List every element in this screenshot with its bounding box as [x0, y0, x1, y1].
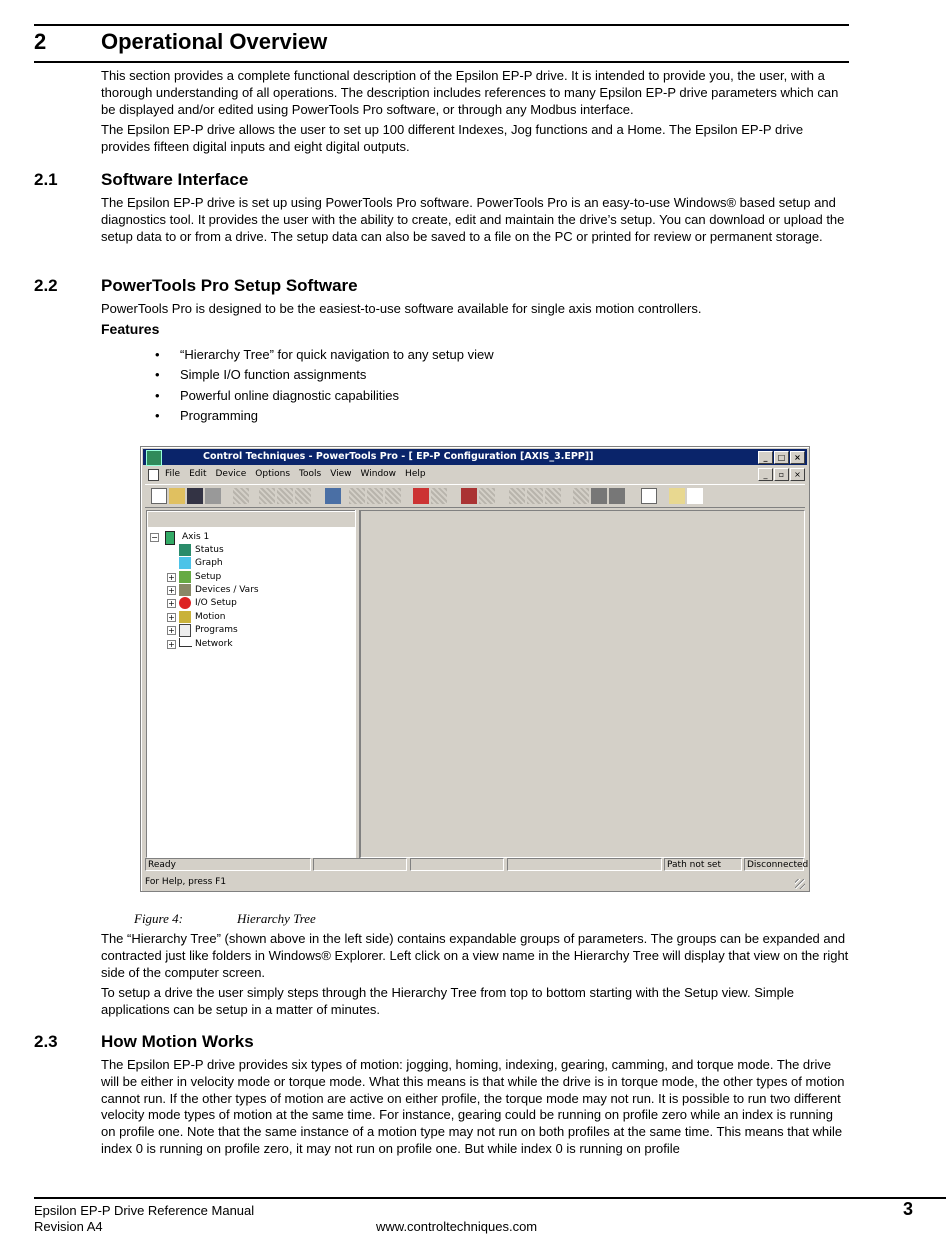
- tree-label: Network: [195, 639, 233, 649]
- help-icon[interactable]: [669, 488, 685, 504]
- status-icon: [179, 544, 191, 556]
- drive-icon: [165, 531, 175, 545]
- resize-grip-icon[interactable]: [795, 879, 805, 889]
- tree-label: Motion: [195, 612, 226, 622]
- menu-view[interactable]: View: [330, 469, 352, 479]
- expand-icon[interactable]: +: [168, 640, 175, 649]
- program-icon[interactable]: [431, 488, 447, 504]
- connect-icon[interactable]: [325, 488, 341, 504]
- menu-edit[interactable]: Edit: [189, 469, 207, 479]
- tree-header: [148, 512, 355, 527]
- top-rule: [34, 24, 849, 26]
- list-item: [155, 365, 494, 385]
- collapse-icon[interactable]: −: [151, 533, 158, 542]
- motion-icon: [179, 611, 191, 623]
- tree-label: Devices / Vars: [195, 585, 259, 595]
- menu-tools[interactable]: Tools: [299, 469, 322, 479]
- footer-rule: [34, 1197, 946, 1199]
- step-icon[interactable]: [573, 488, 589, 504]
- menu-file[interactable]: File: [165, 469, 181, 479]
- delete-icon[interactable]: [385, 488, 401, 504]
- feature-text: “Hierarchy Tree” for quick navigation to any setup view: [180, 347, 494, 362]
- setup-software-paragraph: PowerTools Pro is designed to be the easiest-to-use software available for single axis motion controllers.: [101, 301, 702, 316]
- view-area: [360, 510, 805, 858]
- hierarchy-tree: [146, 510, 357, 858]
- network-icon: [179, 638, 192, 647]
- window-titlebar: [143, 449, 807, 465]
- list-item: [155, 406, 494, 426]
- subsection-title-2-2: PowerTools Pro Setup Software: [101, 276, 358, 295]
- monitor-icon[interactable]: [545, 488, 561, 504]
- revision: Revision A4: [34, 1219, 103, 1234]
- minimize-button[interactable]: _: [758, 451, 773, 464]
- bullet-marker: •: [155, 408, 160, 424]
- export-icon[interactable]: [233, 488, 249, 504]
- status-pane: [410, 858, 504, 871]
- section-title: Operational Overview: [101, 29, 328, 54]
- expand-icon[interactable]: +: [168, 573, 175, 582]
- update-icon[interactable]: [295, 488, 311, 504]
- motion-paragraph: The Epsilon EP-P drive provides six types of motion: jogging, homing, indexing, gearing, camming, and torque mode. The drive will be either in velocity mode or torque mode. What this means is that while the drive is in torque mode, the other types of motion cannot run. If the other types of motion are active on either profile, the torque mode may not run. It is possible to run two different velocity mode types of motion at the same time. For instance, gearing could be running on profile zero while an index is running on profile one. Note that the same instance of a motion type may not run on both profiles at the same time. This means that while index 0 is running on profile zero, it may not run on profile one. But while index 0 is running on profile: [101, 1057, 845, 1156]
- print-icon[interactable]: [205, 488, 221, 504]
- setup-steps-paragraph: To setup a drive the user simply steps through the Hierarchy Tree from top to bottom starting with the Setup view. Simple applications can be setup in a matter of minutes.: [101, 985, 794, 1017]
- subsection-number-2-2: 2.2: [34, 276, 58, 295]
- status-bar: [143, 858, 807, 872]
- intro-paragraph-2: The Epsilon EP-P drive allows the user to set up 100 different Indexes, Jog functions and a Home. The Epsilon EP-P drive provides fifteen digital inputs and eight digital outputs.: [101, 122, 804, 154]
- tree-label: Programs: [195, 625, 238, 635]
- download-icon[interactable]: [277, 488, 293, 504]
- app-icon: [146, 450, 162, 466]
- window-title: Control Techniques - PowerTools Pro - [ EP-P Configuration [AXIS_3.EPP]]: [203, 451, 594, 462]
- child-minimize-button[interactable]: _: [758, 468, 773, 481]
- status-pane: [313, 858, 407, 871]
- list-item: [155, 386, 494, 406]
- status-pane: [507, 858, 662, 871]
- window-controls: [758, 451, 805, 464]
- expand-icon[interactable]: +: [168, 599, 175, 608]
- add-icon[interactable]: [349, 488, 365, 504]
- document-icon: [148, 469, 159, 481]
- expand-icon[interactable]: +: [168, 613, 175, 622]
- subsection-title-2-1: Software Interface: [101, 170, 249, 189]
- features-heading: Features: [101, 321, 160, 337]
- copy-icon[interactable]: [479, 488, 495, 504]
- tree-label: I/O Setup: [195, 598, 237, 608]
- bullet-marker: •: [155, 367, 160, 383]
- expand-icon[interactable]: +: [168, 586, 175, 595]
- insert-icon[interactable]: [367, 488, 383, 504]
- tree-label: Setup: [195, 572, 222, 582]
- menu-window[interactable]: Window: [360, 469, 397, 479]
- toolbar: [145, 484, 805, 508]
- stop-icon[interactable]: [591, 488, 607, 504]
- help-bar: For Help, press F1: [145, 877, 227, 887]
- feature-text: Programming: [180, 408, 259, 424]
- menu-device[interactable]: Device: [215, 469, 247, 479]
- website-link[interactable]: www.controltechniques.com: [376, 1219, 538, 1234]
- status-path: Path not set: [664, 858, 742, 871]
- feature-text: Simple I/O function assignments: [180, 367, 367, 383]
- child-window-controls: [758, 468, 805, 481]
- status-connection: Disconnected: [744, 858, 804, 871]
- new-program-icon[interactable]: [413, 488, 429, 504]
- tree-label: Graph: [195, 558, 223, 568]
- list-item: [155, 345, 494, 365]
- section-number: 2: [34, 29, 47, 54]
- report-icon[interactable]: [461, 488, 477, 504]
- run-icon[interactable]: [609, 488, 625, 504]
- status-ready: Ready: [145, 858, 311, 871]
- child-close-button[interactable]: ×: [790, 468, 805, 481]
- context-help-icon[interactable]: [687, 488, 703, 504]
- manual-title: Epsilon EP-P Drive Reference Manual: [34, 1203, 255, 1218]
- bullet-marker: •: [155, 387, 160, 403]
- expand-icon[interactable]: +: [168, 626, 175, 635]
- title-underline: [34, 61, 849, 63]
- maximize-button[interactable]: □: [774, 451, 789, 464]
- hierarchy-paragraph: The “Hierarchy Tree” (shown above in the left side) contains expandable groups of parameters. The groups can be expanded and contracted just like folders in Windows® Explorer. Left click on a view name in the Hierarchy Tree will display that view on the right side of the computer screen.: [101, 931, 849, 980]
- feature-text: Powerful online diagnostic capabilities: [180, 387, 399, 403]
- watch-icon[interactable]: [527, 488, 543, 504]
- find-icon[interactable]: [509, 488, 525, 504]
- menu-help[interactable]: Help: [405, 469, 426, 479]
- upload-icon[interactable]: [259, 488, 275, 504]
- save-icon[interactable]: [187, 488, 203, 504]
- tree-label: Status: [195, 545, 224, 555]
- subsection-number-2-3: 2.3: [34, 1032, 58, 1051]
- child-restore-button[interactable]: ▫: [774, 468, 789, 481]
- powertools-screenshot: [140, 446, 810, 892]
- tree-label: Axis 1: [182, 532, 210, 542]
- software-interface-paragraph: The Epsilon EP-P drive is set up using PowerTools Pro software. PowerTools Pro is an easy-to-use Windows® based setup and diagnostics tool. It provides the user with the ability to create, edit and maintain the drive’s setup. You can download or upload the setup data to or from a drive. The setup data can also be saved to a file on the PC or printed for review or permanent storage.: [101, 195, 845, 244]
- menu-bar: [143, 466, 807, 482]
- figure-label: Figure 4:: [134, 911, 183, 926]
- figure-title: Hierarchy Tree: [237, 911, 316, 926]
- io-icon: [179, 597, 191, 609]
- graph-icon: [179, 557, 191, 569]
- setup-icon: [179, 571, 191, 583]
- new-icon[interactable]: [151, 488, 167, 504]
- bullet-marker: •: [155, 347, 160, 362]
- features-list: [155, 345, 494, 427]
- devices-icon: [179, 584, 191, 596]
- subsection-title-2-3: How Motion Works: [101, 1032, 254, 1051]
- close-button[interactable]: ×: [790, 451, 805, 464]
- intro-paragraph-1: This section provides a complete functional description of the Epsilon EP-P drive. It is intended to provide you, the user, with a thorough understanding of all operations. The description includes references to many Epsilon EP-P drive parameters which can be displayed and/or edited using PowerTools Pro software, or through any Modbus interface.: [101, 68, 839, 117]
- menu-options[interactable]: Options: [255, 469, 291, 479]
- open-icon[interactable]: [169, 488, 185, 504]
- subsection-number-2-1: 2.1: [34, 170, 58, 189]
- layout-icon[interactable]: [641, 488, 657, 504]
- page-number: 3: [903, 1199, 914, 1219]
- programs-icon: [179, 624, 191, 637]
